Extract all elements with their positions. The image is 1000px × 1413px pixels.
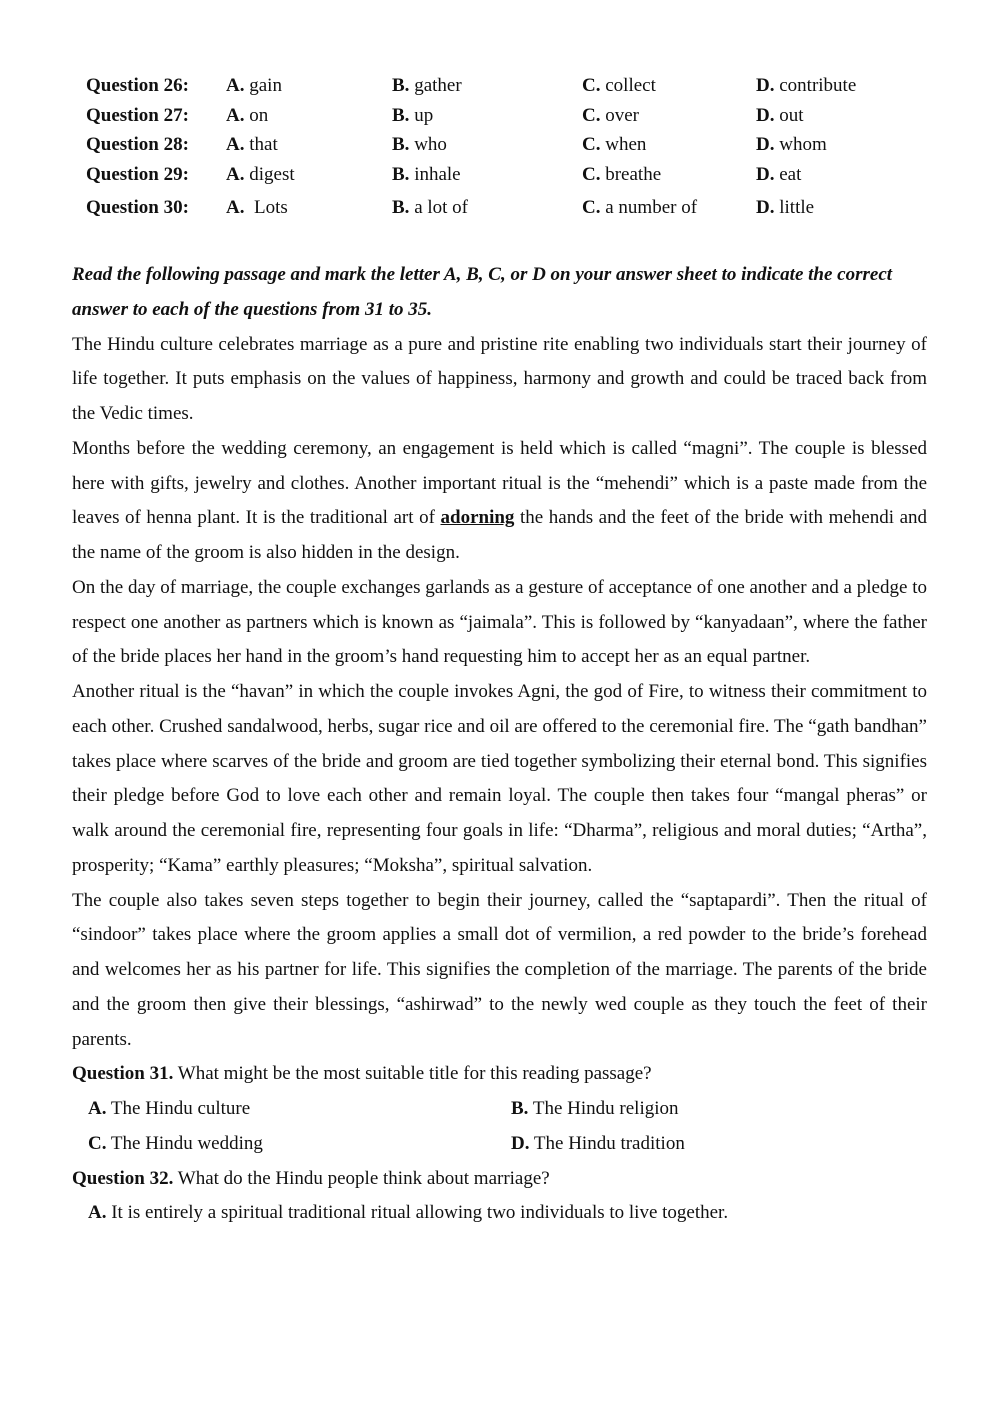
option-text: a lot of (414, 197, 469, 218)
reading-section (72, 258, 927, 1231)
option-c (582, 130, 646, 160)
paragraph-text: the hands and the feet of the bride with mehendi and the name of the groom is also hidden in the design. (72, 507, 927, 563)
option-b (392, 101, 433, 131)
option-text: up (414, 104, 434, 126)
option-text: little (779, 197, 815, 218)
option-letter: D. (756, 134, 775, 155)
option-text: The Hindu tradition (533, 1132, 685, 1154)
option-text: The Hindu culture (110, 1098, 251, 1119)
option-d (756, 160, 801, 190)
option-c (88, 1127, 263, 1162)
question-31 (72, 1057, 927, 1092)
option-a (88, 1092, 250, 1127)
question-32 (72, 1162, 927, 1197)
question-29-options (86, 160, 946, 190)
option-d (756, 101, 804, 131)
option-letter: C. (582, 197, 601, 218)
paragraph-text: Months before the wedding ceremony, an engagement is held which is called “magni”. The couple is blessed here with gifts, jewelry and clothes. Another important ritual is the “mehendi” which is a paste made from the leaves of henna plant. It is the traditional art of (72, 437, 927, 529)
option-text: inhale (414, 163, 461, 185)
option-b (392, 71, 462, 101)
option-d (756, 71, 856, 101)
question-number: Question 28: (86, 134, 189, 155)
option-text: eat (779, 163, 802, 185)
passage-paragraph-3: On the day of marriage, the couple exchanges garlands as a gesture of acceptance of one another and a pledge to respect one another as partners which is known as “jaimala”. This is followed by “kanyadaan”, where the father of the bride places her hand in the groom’s hand requesting him to accept her as an equal partner. (72, 576, 927, 668)
option-b (392, 130, 447, 160)
question-number: Question 30: (86, 197, 189, 218)
question-27-options (86, 101, 946, 131)
option-letter: B. (392, 104, 410, 126)
option-text: over (605, 104, 639, 126)
option-text: digest (249, 163, 295, 185)
option-letter: A. (226, 104, 245, 126)
option-b (511, 1092, 679, 1127)
option-c (582, 101, 639, 131)
option-letter: B. (392, 75, 410, 96)
option-letter: A. (88, 1098, 107, 1119)
option-text: a number of (605, 197, 698, 218)
question-31-options-row-2 (88, 1127, 927, 1162)
option-letter: D. (756, 197, 775, 218)
option-letter: B. (511, 1098, 529, 1119)
option-a (88, 1196, 927, 1231)
option-letter: D. (756, 104, 775, 126)
passage-paragraph-5: The couple also takes seven steps together to begin their journey, called the “saptapardi”. Then the ritual of “sindoor” takes place where the groom applies a small dot of vermilion, a red powder to the bride’s forehead and welcomes her as his partner for life. This signifies the completion of the marriage. The parents of the bride and the groom then give their blessings, “ashirwad” to the newly wed couple as they touch the feet of their parents. (72, 889, 927, 1050)
option-letter: B. (392, 134, 410, 155)
option-letter: A. (226, 75, 245, 96)
question-26-options (86, 71, 946, 101)
option-letter: D. (511, 1132, 530, 1154)
option-text: gain (249, 75, 282, 96)
option-letter: C. (582, 163, 601, 185)
option-text: Lots (249, 197, 288, 218)
option-letter: C. (582, 134, 601, 155)
option-a (226, 130, 278, 160)
option-letter: C. (582, 104, 601, 126)
question-number: Question 31. (72, 1063, 174, 1085)
option-letter: D. (756, 75, 775, 96)
option-a (226, 193, 288, 223)
answer-options-table (86, 71, 946, 223)
option-text: out (779, 104, 804, 126)
option-letter: D. (756, 163, 775, 185)
option-letter: B. (392, 163, 410, 185)
option-text: breathe (605, 163, 662, 185)
option-letter: C. (88, 1132, 107, 1154)
option-c (582, 71, 656, 101)
option-text: when (605, 134, 647, 155)
option-letter: A. (226, 163, 245, 185)
option-a (226, 71, 282, 101)
option-a (226, 101, 268, 131)
option-text: who (414, 134, 447, 155)
option-d (756, 130, 827, 160)
question-number: Question 32. (72, 1167, 174, 1189)
passage-paragraph-4: Another ritual is the “havan” in which the couple invokes Agni, the god of Fire, to witness their commitment to each other. Crushed sandalwood, herbs, sugar rice and oil are offered to the ceremonial fire. The “gath bandhan” takes place where scarves of the bride and groom are tied together symbolizing their eternal bond. This signifies their pledge before God to love each other and remain loyal. The couple then takes four “mangal pheras” or walk around the ceremonial fire, representing four goals in life: “Dharma”, religious and moral duties; “Artha”, prosperity; “Kama” earthly pleasures; “Moksha”, spiritual salvation. (72, 681, 927, 876)
question-text: What do the Hindu people think about marriage? (173, 1167, 550, 1189)
option-d (756, 193, 814, 223)
option-text: that (249, 134, 278, 155)
option-letter: B. (392, 197, 410, 218)
option-c (582, 160, 661, 190)
option-text: The Hindu wedding (110, 1132, 263, 1154)
question-number: Question 26: (86, 75, 189, 96)
option-text: contribute (779, 75, 857, 96)
question-28-options (86, 130, 946, 160)
question-30-options (86, 193, 946, 223)
option-text: gather (414, 75, 462, 96)
option-d (511, 1127, 685, 1162)
option-text: It is entirely a spiritual traditional ritual allowing two individuals to live together. (111, 1202, 729, 1224)
option-b (392, 160, 461, 190)
question-text: What might be the most suitable title for this reading passage? (173, 1063, 652, 1085)
option-text: collect (605, 75, 656, 96)
option-text: The Hindu religion (532, 1098, 679, 1119)
option-text: on (249, 104, 269, 126)
instruction-text: Read the following passage and mark the letter A, B, C, or D on your answer sheet to indicate the correct answer to each of the questions from 31 to 35. (72, 264, 893, 320)
option-c (582, 193, 697, 223)
question-31-options-row-1 (88, 1092, 927, 1127)
option-letter: C. (582, 75, 601, 96)
question-number: Question 29: (86, 163, 189, 185)
option-a (226, 160, 295, 190)
option-letter: A. (88, 1202, 107, 1224)
passage-paragraph-2 (72, 432, 927, 571)
highlighted-word: adorning (440, 507, 515, 529)
option-b (392, 193, 468, 223)
question-number: Question 27: (86, 104, 189, 126)
option-text: whom (779, 134, 827, 155)
option-letter: A. (226, 134, 245, 155)
passage-paragraph-1: The Hindu culture celebrates marriage as a pure and pristine rite enabling two individuals start their journey of life together. It puts emphasis on the values of happiness, harmony and growth and could be traced back from the Vedic times. (72, 333, 927, 424)
option-letter: A. (226, 197, 245, 218)
